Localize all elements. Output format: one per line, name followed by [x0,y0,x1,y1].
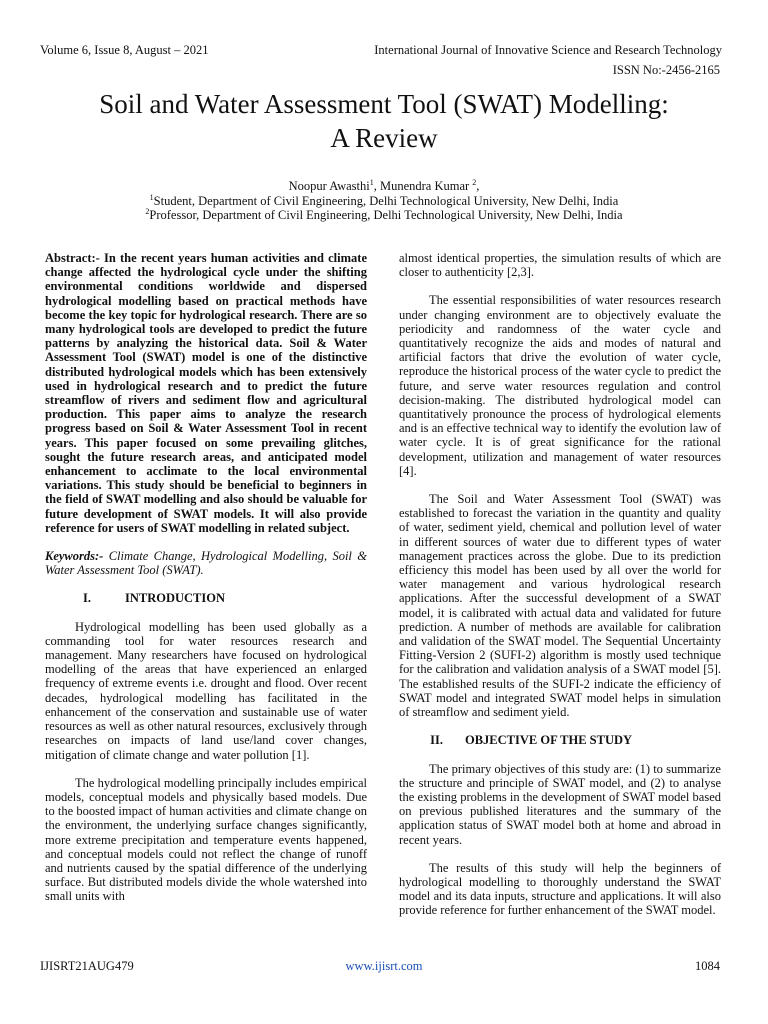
journal-url-link[interactable]: www.ijisrt.com [345,959,423,973]
author-list-end: , [476,179,480,193]
volume-info: Volume 6, Issue 8, August – 2021 [40,43,209,57]
paper-id: IJISRT21AUG479 [40,959,134,973]
affiliation-2-text: Professor, Department of Civil Engineering, Delhi Technological University, New Delhi, India [149,208,623,222]
section-title: OBJECTIVE OF THE STUDY [465,733,633,748]
title-line-1: Soil and Water Assessment Tool (SWAT) Modelling: [99,89,669,119]
issn: ISSN No:-2456-2165 [612,63,720,77]
author-2-sup: 2 [472,177,477,187]
title-line-2: A Review [330,123,438,153]
objective-paragraph-2: The results of this study will help the beginners of hydrological modelling to thoroughly understand the SWAT model and its data inputs, structure and applications. It will also provide reference for further enhancement of the SWAT model. [399,860,721,918]
affiliation-2 [0,208,768,222]
section-heading-introduction [45,591,367,605]
section-heading-objective [399,733,721,747]
abstract: Abstract:- In the recent years human activities and climate change affected the hydrological cycle under the shifting environmental conditions worldwide and dispersed hydrological modelling based on practical methods have become the key topic for hydrological research. There are so many hydrological tools are developed to predict the future patterns by analyzing the historical data. Soil & Water Assessment Tool (SWAT) model is one of the distinctive distributed hydrological models which has been extensively used in hydrological research and to predict the future streamflow of rivers and sediment flow and agricultural production. This paper aims to analyze the research progress based on Soil & Water Assessment Tool in recent years. This paper focused on some prevailing glitches, sought the future research areas, and anticipated model enhancement to acclimate to the local environmental variations. This study should be beneficial to beginners in the field of SWAT modelling and also should be valuable for future development of SWAT models. It will also provide reference for users of SWAT modelling in related subject. [45,251,367,535]
journal-name: International Journal of Innovative Science and Research Technology [374,43,722,57]
section-number: II. [430,733,443,748]
left-column [45,251,367,918]
section-title: INTRODUCTION [125,591,226,606]
keywords [45,549,367,577]
author-1-sup: 1 [369,177,374,187]
right-column [399,251,721,932]
keywords-label: Keywords:- [45,549,104,564]
affiliation-1-text: Student, Department of Civil Engineering, Delhi Technological University, New Delhi, India [153,194,619,208]
paper-title [40,87,728,155]
page-number: 1084 [695,959,720,973]
author-separator: , [373,179,380,193]
author-1: Noopur Awasthi [288,179,370,193]
author-list [0,179,768,193]
affiliation-2-sup: 2 [145,206,150,216]
keywords-text: Climate Change, Hydrological Modelling, Soil & Water Assessment Tool (SWAT). [45,549,367,578]
right-paragraph-1: almost identical properties, the simulation results of which are closer to authenticity [2,3]. [399,251,721,280]
affiliation-1-sup: 1 [149,192,154,202]
section-number: I. [83,591,91,606]
objective-paragraph-1: The primary objectives of this study are: (1) to summarize the structure and principle of SWAT model, and (2) to analyse the existing problems in the development of SWAT model based on previous published literatures and the summary of the application status of SWAT model both at home and abroad in recent years. [399,761,721,847]
intro-paragraph-2: The hydrological modelling principally includes empirical models, conceptual models and physically based models. Due to the boosted impact of human activities and climate change on the environment, the underlying surface changes significantly, more extreme precipitation and temperature events happened, and conceptual models could not reflect the change of runoff and nutrients caused by the spatial difference of the underlying surface. But distributed models divide the whole watershed into small units with [45,775,367,904]
author-2: Munendra Kumar [379,179,473,193]
intro-paragraph-1: Hydrological modelling has been used globally as a commanding tool for water resources research and management. Many researchers have focused on hydrological modelling of the areas that have experienced an enlarged frequency of extreme events i.e. drought and flood. Over recent decades, hydrological modelling has facilitated in the enhancement of the conservation and sustainable use of water resources as well as other natural resources, exclusively through researches on impacts of land use/land cover changes, mitigation of climate change and water pollution [1]. [45,619,367,762]
affiliation-1 [0,194,768,208]
right-paragraph-3: The Soil and Water Assessment Tool (SWAT) was established to forecast the variation in the quantity and quality of water, sediment yield, chemical and pollution level of water in different sources of water due to different types of water management practices across the globe. Due to its prediction efficiency this model has been used by all over the world for water management and various hydrological research applications. After the successful development of a SWAT model, it is calibrated with actual data and validated for future prediction. A number of methods are available for calibration and validation of the SWAT model. The Sequential Uncertainty Fitting-Version 2 (SUFI-2) algorithm is mostly used technique for the calibration and validation analysis of a SWAT model [5]. The established results of the SUFI-2 indicate the efficiency of SWAT model and integrated SWAT model helps in simulation of streamflow and sediment yield. [399,492,721,720]
right-paragraph-2: The essential responsibilities of water resources research under changing environment are to objectively evaluate the periodicity and randomness of the water cycle and quantitatively recognize the aids and modes of natural and artificial factors that drive the evolution of water cycle, reproduce the historical process of the water cycle to predict the future, and serve water resources regulation and control decision-making. The distributed hydrological model can quantitatively pronounce the process of hydrological elements and is an effective technical way to identify the evolution law of water cycle. It is of great significance for the rational development, utilization and management of water resources [4]. [399,293,721,478]
